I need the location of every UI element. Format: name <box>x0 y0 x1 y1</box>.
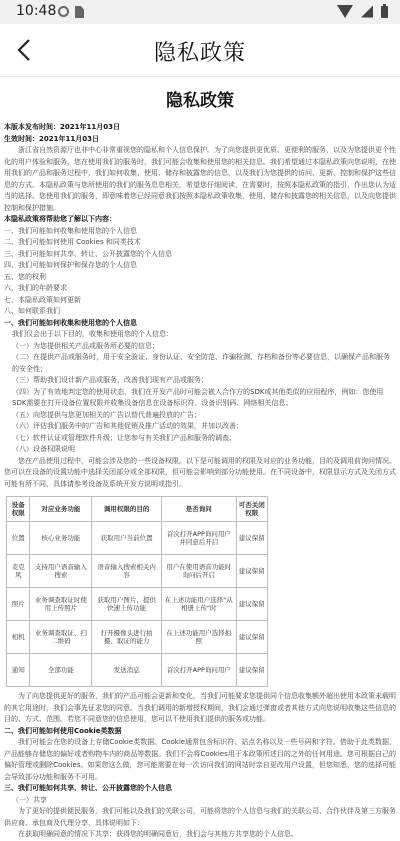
app-bar-divider <box>0 76 400 77</box>
table-cell: 建议保留 <box>236 555 267 588</box>
section-1-item: （五）向您提供与您更加相关的广告以替代普遍投放的广告； <box>12 410 201 419</box>
page-title: 隐私政策 <box>153 41 246 66</box>
toc-item: 八、如何联系我们 <box>4 307 60 315</box>
policy-content[interactable] <box>0 78 400 838</box>
section-3-body: 在获取明确同意的情况下共享：获得您的明确同意后，我们会与其他方共享您的个人信息。 <box>18 830 298 838</box>
effective-date: 生效时间：2021年11月03日 <box>4 135 99 143</box>
table-cell: 照片 <box>7 588 30 621</box>
status-right-icons <box>337 5 388 18</box>
section-1-item: （四）为了有效地判定您的使用状态，我们在开发产品时可能会嵌入合作方的SDK或其他类似的应用程序，例如：您使用SDK需要在打开设备位置权限并收集设备信息在设备标识符、设备识别码、网络相关信息； <box>12 387 384 407</box>
status-time: 10:48 <box>16 3 57 19</box>
table-cell: 发送消息 <box>92 654 162 687</box>
table-header-row <box>7 497 268 522</box>
document-title: 隐私政策 <box>166 91 234 111</box>
battery-icon <box>381 6 388 18</box>
toc-item: 六、我们的年龄要求 <box>4 284 67 292</box>
section-2-body: 我们可能会在您的设备上存储Cookie类数据。Cookie通常包含标识符、站点名称以及一些号码和字符。借助于此类数据，产品能够存储您的偏好或者购物车内的商品等数据。我们不会将Cookies用于本政策所述目的之外的任何用途。您可根据自己的偏好管理或删除Cookies。如果您这么做，您可能需要在每一次访问我们的网站时亲自更改用户设置，但您知悉，您的选择可能会导致部分功能和服务不可用。 <box>4 738 396 781</box>
table-header: 对应业务功能 <box>30 497 92 522</box>
table-cell: 在上述功能用户选择拍照 <box>161 621 236 654</box>
table-header: 是否询问 <box>161 497 236 522</box>
table-cell: 麦克风 <box>7 555 30 588</box>
intro-paragraph: 浙江省自然资源厅也非中心非常重视您的隐私和个人信息保护。为了向您提供更优质、更便利的服务，以及为您提供更个性化的用户体验和服务，您在使用我们的服务时，我们可能会收集和使用您的相关信息。我们希望通过本隐私政策向您说明，在使用我们的产品和服务过程中，我们如何收集、使用、储存和披露您的信息，以及我们为您提供的访问、更新、控制和保护这些信息的方式。本隐私政策与您所使用的我们的服务息息相关，希望您仔细阅读，在需要时，按照本隐私政策的指引，作出您认为适当的选择。您使用我们的服务，即意味着您已经同意我们按照本隐私政策收集、使用、储存和披露您的相关信息，以及向您提供控制和保护措施。 <box>4 146 396 212</box>
table-cell: 建议保留 <box>236 654 267 687</box>
toc-item: 七、本隐私政策如何更新 <box>4 295 81 304</box>
section-1-item: （七）软件认证或管理软件升级；让您参与有关我们产品和服务的调查； <box>12 433 236 442</box>
table-cell: 核心业务功能 <box>30 522 92 555</box>
section-2-title: 二、我们可能如何使用Cookie类数据 <box>4 726 122 735</box>
table-cell: 建议保留 <box>236 522 267 555</box>
table-cell: 全部功能 <box>30 654 92 687</box>
table-cell: 首次打开APP询问用户并同意后开启 <box>161 522 236 555</box>
section-1-title: 一、我们可能如何收集和使用您的个人信息 <box>4 318 137 327</box>
table-cell: 获取用户图片，提供快速上传功能 <box>92 588 162 621</box>
table-header: 调用权限的目的 <box>92 497 162 522</box>
table-cell: 建议保留 <box>236 588 267 621</box>
status-bar <box>0 0 400 24</box>
section-3-subtitle: （一）共享 <box>12 795 47 804</box>
toc-item: 二、我们可能如何使用 Cookies 和同类技术 <box>4 238 141 246</box>
permission-table <box>6 496 268 687</box>
table-cell: 通知 <box>7 654 30 687</box>
table-cell: 业务调查取证、扫二维码 <box>30 621 92 654</box>
table-row <box>7 522 268 555</box>
cell-signal-icon <box>361 6 373 18</box>
permission-lead: 您在产品使用过程中，可能会涉及您的一些设备权限。以下是可能调用的权限及对应的业务功能，目的及调用前询问情况。您可以在设备的设置功能中选择关闭部分或全部权限，但可能会影响到部分功能使用。在不同设备中，权限显示方式及关闭方式可能有所不同，具体请参考设备及系统开发方说明或指引。 <box>4 456 396 488</box>
table-cell: 相机 <box>7 621 30 654</box>
section-1-item: （三）帮助我们设计新产品或服务，改善我们现有产品或服务； <box>12 376 208 384</box>
section-3-title: 三、我们可能如何共享、转让、公开披露您的个人信息 <box>4 784 172 792</box>
section-1-item: （六）评估我们服务中的广告和其他促销及推广活动的效果，并加以改善； <box>12 422 243 430</box>
app-bar <box>0 24 400 76</box>
table-header: 可否关闭权限 <box>236 497 267 522</box>
release-date: 本版本发布时间：2021年11月03日 <box>4 123 120 131</box>
table-cell: 位置 <box>7 522 30 555</box>
table-cell: 用户在使用语音功能时询问后开启 <box>161 555 236 588</box>
table-cell: 打开摄像头进行拍摄、取证的能力 <box>92 621 162 654</box>
table-row <box>7 555 268 588</box>
table-cell: 业务调查取证时使用上传照片 <box>30 588 92 621</box>
toc-item: 四、我们可能如何保护和保存您的个人信息 <box>4 261 137 269</box>
section-1-lead: 我们仅会出于以下目的，收集和使用您的个人信息： <box>12 330 173 338</box>
settings-notification-icon <box>58 6 69 17</box>
section-3-body: 为了更好的提供便民服务，我们可能以及我们的关联公司，可能将您的个人信息与我们的关联公司、合作伙伴及第三方服务供应商、承包商及代理分享，具体说明如下： <box>4 807 396 827</box>
toc-item: 五、您的权利 <box>4 272 46 281</box>
table-cell: 建议保留 <box>236 621 267 654</box>
table-cell: 支持用户语音输入搜索 <box>30 555 92 588</box>
table-row <box>7 588 268 621</box>
table-cell: 语音输入搜索相关内容 <box>92 555 162 588</box>
table-row <box>7 621 268 654</box>
table-cell: 在上述功能用户选择"从相册上传"时 <box>161 588 236 621</box>
section-1-item: （二）在提供产品或服务时，用于安全验证、身份认证、安全防范、诈骗检测、存档和备份等必要信息，以确保产品和服务的安全性； <box>12 353 390 373</box>
section-1-item: （八）设备权限说明 <box>12 445 75 453</box>
section-1-after: 为了向您提供更好的服务，我们的产品可能会更新和变化，当我们可能要求您提供同个信息收集额外超出使用本政策未载明的其它用途时，我们会事先征求您的同意。当我们调用的新增授权期间，我们会通过弹窗或者其他方式向您说明收集这些信息的目的、方式、范围。若您不同意您的信息使用，您可以不使用我们提供的服务或功能。 <box>4 692 396 723</box>
section-1-item: （一）为您提供相关产品或服务所必要的信息； <box>12 341 159 350</box>
toc-item: 一、我们可能如何收集和使用您的个人信息 <box>4 226 137 235</box>
table-header: 设备权限 <box>7 497 30 522</box>
sim-card-icon <box>75 6 84 18</box>
wifi-icon <box>337 5 353 18</box>
table-row <box>7 654 268 687</box>
table-cell: 获取用户当前位置 <box>92 522 162 555</box>
status-left-icons <box>58 6 84 18</box>
toc-title: 本隐私政策将帮助您了解以下内容： <box>4 215 116 223</box>
table-cell: 首次打开APP询问用户 <box>161 654 236 687</box>
toc-item: 三、我们可能如何共享、转让、公开披露您的个人信息 <box>4 249 172 258</box>
